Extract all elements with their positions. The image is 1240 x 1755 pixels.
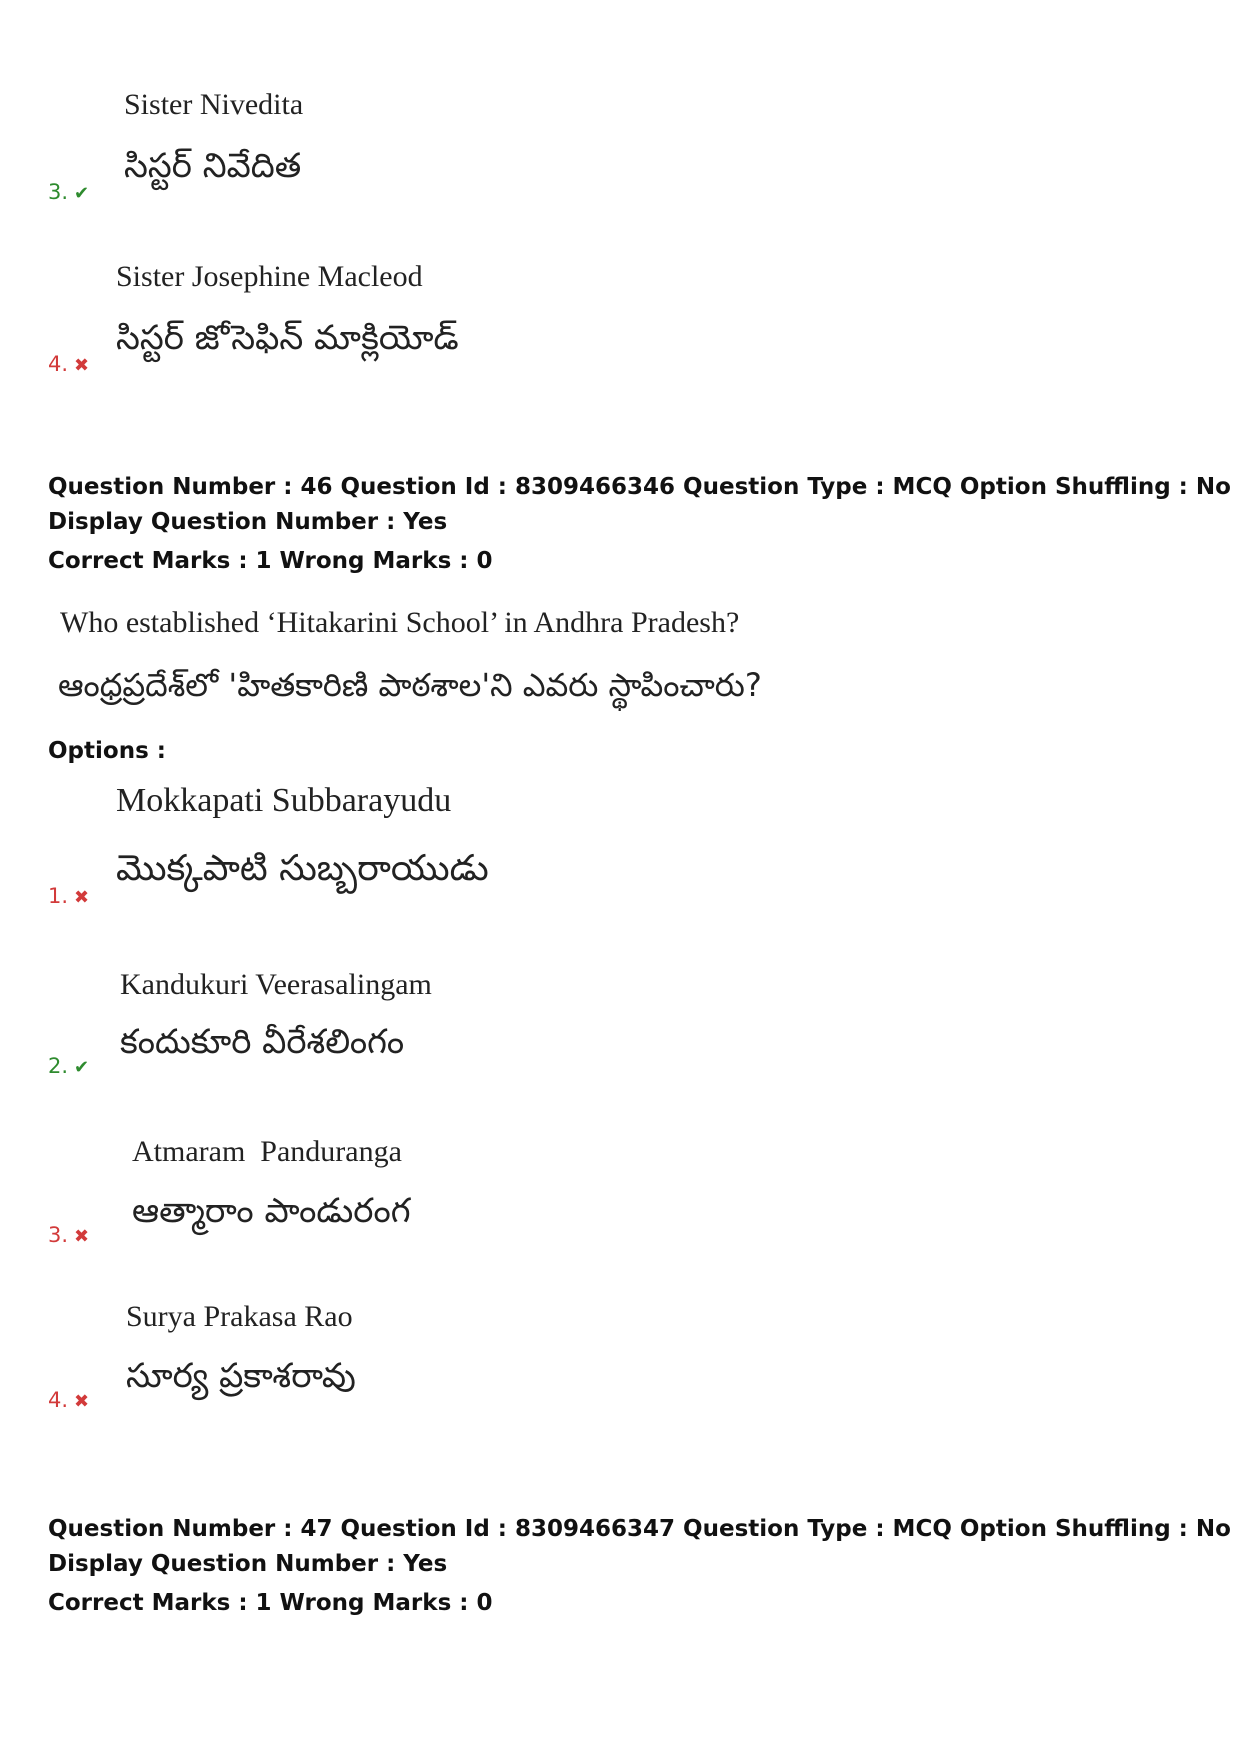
option-text-te: ఆత్మారాం పాండురంగ bbox=[132, 1191, 411, 1231]
marks-line: Correct Marks : 1 Wrong Marks : 0 bbox=[48, 548, 493, 574]
question-info-line: Question Number : 46 Question Id : 8309466346 Question Type : MCQ Option Shuffling : No bbox=[48, 474, 1231, 500]
option-number: 4. ✖ bbox=[48, 352, 90, 376]
option-text-te: కందుకూరి వీరేశలింగం bbox=[120, 1022, 405, 1062]
option-text-te: సూర్య ప్రకాశరావు bbox=[126, 1356, 356, 1396]
cross-icon: ✖ bbox=[74, 355, 90, 376]
option-number: 4. ✖ bbox=[48, 1388, 90, 1412]
question-46-meta bbox=[48, 470, 1231, 579]
check-icon: ✔ bbox=[74, 183, 90, 204]
option-text-en: Atmaram Panduranga bbox=[132, 1135, 402, 1168]
cross-icon: ✖ bbox=[74, 1226, 90, 1247]
option-number: 1. ✖ bbox=[48, 884, 90, 908]
option-text-en: Sister Nivedita bbox=[124, 88, 304, 121]
display-question-line: Display Question Number : Yes bbox=[48, 1551, 448, 1577]
options-label: Options : bbox=[48, 738, 166, 764]
option-text-te: సిస్టర్ నివేదిత bbox=[124, 146, 302, 186]
option-number: 2. ✔ bbox=[48, 1054, 90, 1078]
option-number: 3. ✖ bbox=[48, 1223, 90, 1247]
question-47-meta bbox=[48, 1512, 1231, 1621]
option-text-en: Sister Josephine Macleod bbox=[116, 260, 423, 293]
option-text-te: సిస్టర్ జోసెఫిన్ మాక్లియోడ్ bbox=[116, 318, 459, 358]
question-text-te: ఆంధ్రప్రదేశ్‌లో 'హితకారిణి పాఠశాల'ని ఎవరు స్థాపించారు? bbox=[58, 666, 762, 704]
question-text-en: Who established ‘Hitakarini School’ in Andhra Pradesh? bbox=[60, 606, 740, 639]
option-number: 3. ✔ bbox=[48, 180, 90, 204]
cross-icon: ✖ bbox=[74, 1391, 90, 1412]
question-info-line: Question Number : 47 Question Id : 8309466347 Question Type : MCQ Option Shuffling : No bbox=[48, 1516, 1231, 1542]
option-text-en: Surya Prakasa Rao bbox=[126, 1300, 353, 1333]
check-icon: ✔ bbox=[74, 1057, 90, 1078]
display-question-line: Display Question Number : Yes bbox=[48, 509, 448, 535]
cross-icon: ✖ bbox=[74, 887, 90, 908]
option-text-en: Mokkapati Subbarayudu bbox=[116, 782, 452, 819]
marks-line: Correct Marks : 1 Wrong Marks : 0 bbox=[48, 1590, 493, 1616]
option-text-en: Kandukuri Veerasalingam bbox=[120, 968, 432, 1001]
option-text-te: మొక్కపాటి సుబ్బరాయుడు bbox=[116, 848, 489, 889]
